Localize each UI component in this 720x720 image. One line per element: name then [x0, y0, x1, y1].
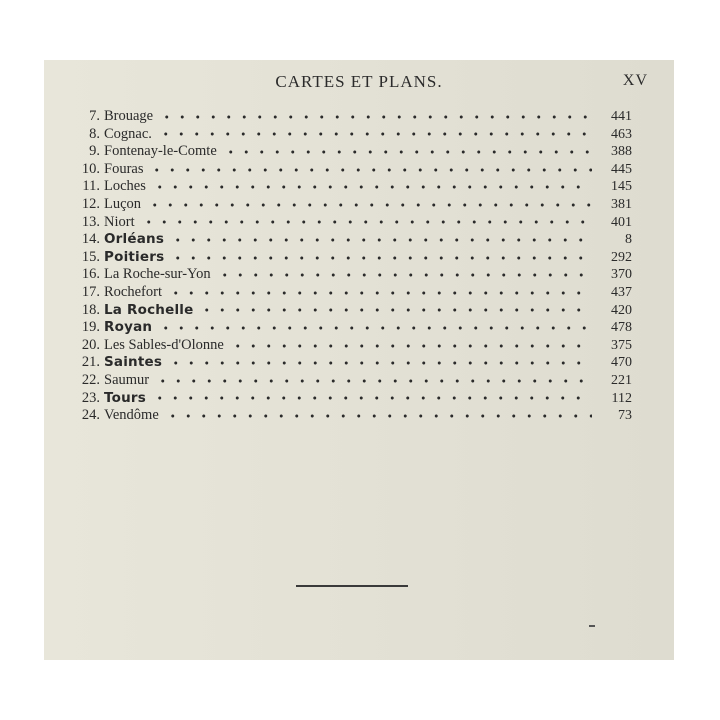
entry-page: 437: [611, 284, 632, 300]
dot-leader: [152, 183, 592, 191]
closing-rule: [296, 585, 408, 587]
toc-entry: [74, 319, 632, 337]
entry-page: 145: [611, 179, 632, 195]
entry-number: 24.: [81, 407, 100, 424]
entry-name: Fouras: [104, 160, 144, 177]
entry-page: 8: [625, 232, 632, 248]
dot-leader: [165, 412, 592, 420]
entry-number: 12.: [81, 195, 100, 212]
entry-number: 19.: [81, 319, 100, 336]
dot-leader: [168, 359, 592, 367]
toc-entry: [74, 196, 632, 214]
dot-leader: [152, 394, 592, 402]
entry-name: Brouage: [104, 108, 154, 124]
toc-entry: [74, 108, 632, 126]
entry-number: 8.: [89, 125, 100, 142]
dot-leader: [159, 113, 592, 121]
entry-name: Tours: [104, 389, 146, 406]
print-speck: [589, 625, 595, 627]
entry-page: 370: [611, 267, 632, 283]
book-page: [44, 60, 674, 660]
entry-number: 21.: [81, 354, 100, 371]
entry-name: Rochefort: [104, 283, 162, 300]
toc-entry: [74, 337, 632, 355]
dot-leader: [168, 289, 592, 297]
toc-entry: [74, 302, 632, 320]
toc-entry: [74, 266, 632, 284]
entry-page: 388: [611, 144, 632, 160]
entry-number: 22.: [81, 371, 100, 388]
dot-leader: [223, 148, 592, 156]
toc-entry: [74, 143, 632, 161]
dot-leader: [217, 271, 592, 279]
toc-entry: [74, 231, 632, 249]
entry-name: La Roche-sur-Yon: [104, 266, 211, 283]
entry-name: La Rochelle: [104, 301, 194, 318]
entry-page: 221: [611, 372, 632, 388]
entry-page: 401: [611, 214, 632, 230]
entry-page: 478: [611, 320, 632, 336]
toc-entry: [74, 214, 632, 232]
entry-name: Poitiers: [104, 248, 165, 265]
entry-page: 445: [611, 161, 632, 177]
entry-number: 11.: [82, 178, 100, 195]
dot-leader: [170, 254, 592, 262]
dot-leader: [230, 342, 592, 350]
entry-number: 18.: [81, 301, 100, 318]
dot-leader: [147, 201, 592, 209]
toc-entry: [74, 161, 632, 179]
entry-page: 463: [611, 126, 632, 142]
toc-entry: [74, 354, 632, 372]
entry-number: 23.: [81, 389, 100, 406]
entry-number: 15.: [81, 248, 100, 265]
entry-number: 16.: [81, 266, 100, 283]
dot-leader: [149, 166, 592, 174]
entry-name: Loches: [104, 178, 146, 195]
entry-name: Royan: [104, 319, 153, 336]
entry-number: 7.: [89, 108, 100, 124]
toc-entry: [74, 284, 632, 302]
dot-leader: [199, 306, 592, 314]
entry-page: 375: [611, 337, 632, 353]
entry-name: Luçon: [104, 195, 142, 212]
entry-page: 441: [611, 109, 632, 124]
toc-entry: [74, 372, 632, 390]
entry-page: 292: [611, 249, 632, 265]
toc-entry: [74, 390, 632, 408]
dot-leader: [141, 218, 592, 226]
entry-page: 381: [611, 196, 632, 212]
entry-page: 420: [611, 302, 632, 318]
entry-number: 13.: [81, 213, 100, 230]
entry-number: 17.: [81, 283, 100, 300]
entry-name: Saintes: [104, 354, 163, 371]
running-title: CARTES ET PLANS.: [275, 72, 443, 91]
dot-leader: [158, 324, 592, 332]
toc-entry: [74, 126, 632, 144]
entry-name: Saumur: [104, 371, 150, 388]
entry-page: 470: [611, 355, 632, 371]
entry-name: Fontenay-le-Comte: [104, 143, 217, 160]
entry-page: 73: [618, 408, 632, 424]
toc-entry: [74, 407, 632, 425]
entry-page: 112: [611, 390, 632, 406]
entry-number: 9.: [89, 143, 100, 160]
toc-entry: [74, 249, 632, 267]
dot-leader: [155, 377, 592, 385]
entry-name: Vendôme: [104, 407, 159, 424]
entry-name: Orléans: [104, 231, 165, 248]
table-of-contents: [74, 108, 632, 425]
entry-number: 20.: [81, 336, 100, 353]
entry-name: Cognac.: [104, 125, 152, 142]
entry-number: 14.: [81, 231, 100, 248]
page-number: XV: [622, 72, 648, 89]
toc-entry: [74, 178, 632, 196]
dot-leader: [158, 130, 592, 138]
entry-name: Niort: [104, 213, 135, 230]
dot-leader: [170, 236, 592, 244]
entry-number: 10.: [81, 160, 100, 177]
entry-name: Les Sables-d'Olonne: [104, 336, 224, 353]
